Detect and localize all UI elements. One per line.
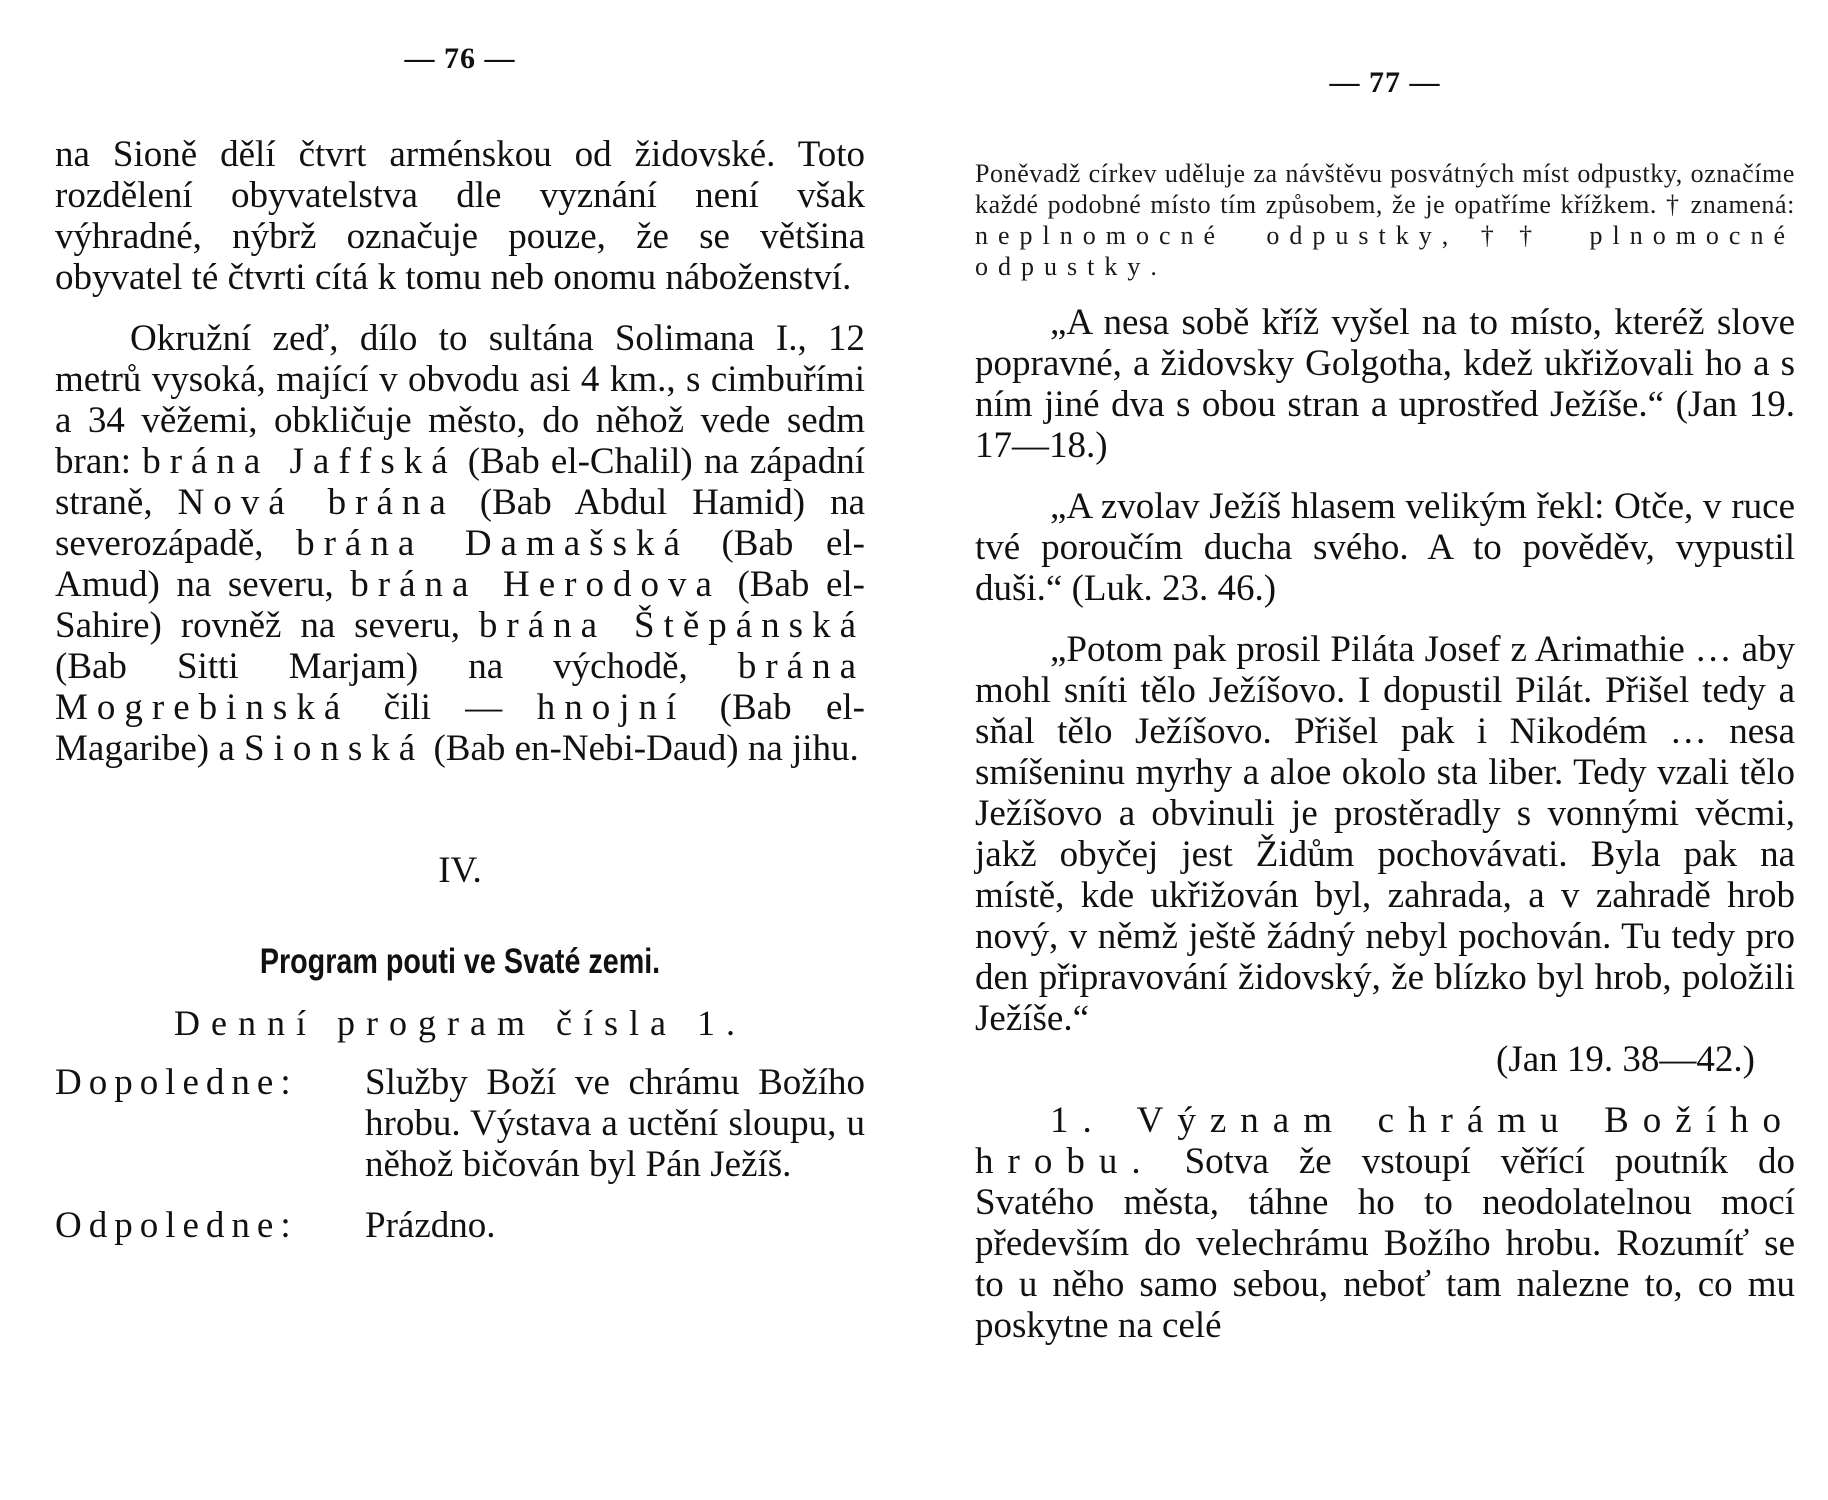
gate-name: brána Damašská xyxy=(296,523,689,564)
gate-name: Nová brána xyxy=(177,482,455,523)
quote-paragraph: „A nesa sobě kříž vyšel na to místo, kteréž slove popravné, a židovsky Golgotha, kdež ukřižovali ho a s ním jiné dva s obou stran a uprostřed Ježíše.“ (Jan 19. 17—18.) xyxy=(975,302,1795,466)
text-run: (Bab Sitti Marjam) na východě, xyxy=(55,646,738,687)
gate-name: brána Jaffská xyxy=(142,441,457,482)
emphasis: plnomocné odpustky xyxy=(975,221,1795,281)
chapter-number: IV. xyxy=(438,850,482,891)
text-run: Sotva že vstoupí věřící poutník do Svatého města, táhne ho to neodolatelnou mocí především do velechrámu Božího hrobu. Rozumíť se to u něho samo sebou, neboť tam nalezne to, co mu poskytne na celé xyxy=(975,1141,1795,1346)
gate-name: brána Štěpánská xyxy=(478,605,865,646)
page-number: — 76 — xyxy=(404,42,516,75)
gate-name: brána Mogrebinská xyxy=(55,646,865,728)
section-title: Program pouti ve Svaté zemi. xyxy=(259,942,661,981)
text-run: (Bab el-Sahire) rovněž na severu, xyxy=(55,564,865,646)
page-number: — 77 — xyxy=(1329,66,1441,99)
section-heading: 1. Význam chrámu Božího hrobu. xyxy=(975,1100,1795,1182)
text-run: (Bab el-Magaribe) a xyxy=(55,687,865,769)
quote-paragraph: „Potom pak prosil Piláta Josef z Arimathie … aby mohl sníti tělo Ježíšovo. I dopustil Pilát. Přišel tedy a sňal tělo Ježíšovo. Přišel pak i Nikodém … nesa smíšeninu myrhy a aloe okolo sta liber. Tedy vzali tělo Ježíšovo a obvinuli je prostěradly s vonnými věcmi, jakž obyčej jest Židům pochovávati. Byla pak na místě, kde ukřižován byl, zahrada, a v zahradě hrob nový, v němž ještě žádný nebyl pochován. Tu tedy pro den připravování židovský, že blízko byl hrob, položili Ježíše.“ xyxy=(975,629,1795,1039)
text-run: , †† xyxy=(1441,221,1590,250)
text-run: (Bab Abdul Hamid) na severozápadě, xyxy=(55,482,866,564)
paragraph xyxy=(55,318,865,769)
quote-reference: (Jan 19. 38—42.) xyxy=(1496,1039,1755,1080)
text-run: (Bab el-Chalil) na západní straně, xyxy=(55,441,865,523)
schedule-row xyxy=(55,1062,865,1185)
schedule-text: Prázdno. xyxy=(365,1205,496,1246)
schedule-label: Dopoledne: xyxy=(55,1062,298,1103)
paragraph xyxy=(975,1100,1795,1346)
paragraph: na Sioně dělí čtvrt arménskou od židovské. Toto rozdělení obyvatelstva dle vyznání není však výhradné, nýbrž označuje pouze, že se většina obyvatel té čtvrti cítá k tomu neb onomu náboženství. xyxy=(55,134,865,298)
text-run: . xyxy=(1150,252,1158,281)
schedule-row xyxy=(55,1205,865,1246)
right-page xyxy=(975,0,1795,1346)
gate-name: Sionská xyxy=(244,728,425,769)
left-page xyxy=(55,0,865,1266)
footnote xyxy=(975,158,1795,282)
text-run: čili — xyxy=(349,687,537,728)
text-run: Okružní zeď, dílo to sultána Solimana I., 12 metrů vysoká, mající v obvodu asi 4 km., s cimbuřími a 34 věžemi, obkličuje město, do něhož vede sedm bran: xyxy=(55,318,865,482)
schedule-text: Služby Boží ve chrámu Božího hrobu. Výstava a uctění sloupu, u něhož bičován byl Pán Ježíš. xyxy=(365,1062,865,1185)
quote-paragraph: „A zvolav Ježíš hlasem velikým řekl: Otče, v ruce tvé poroučím ducha svého. A to pověděv, vypustil duši.“ (Luk. 23. 46.) xyxy=(975,486,1795,609)
text-run: (Bab en-Nebi-Daud) na jihu. xyxy=(424,728,859,769)
gate-name: hnojní xyxy=(536,687,686,728)
text-run: Poněvadž církev uděluje za návštěvu posvátných míst odpustky, označíme každé podobné místo tím způsobem, že je opatříme křížkem. † znamená: xyxy=(975,159,1795,219)
text-run: (Bab el-Amud) na severu, xyxy=(55,523,866,605)
emphasis: neplnomocné odpustky xyxy=(975,221,1442,250)
schedule-label: Odpoledne: xyxy=(55,1205,298,1246)
gate-name: brána Herodova xyxy=(350,564,721,605)
section-subtitle: Denní program čísla 1. xyxy=(174,1003,746,1043)
